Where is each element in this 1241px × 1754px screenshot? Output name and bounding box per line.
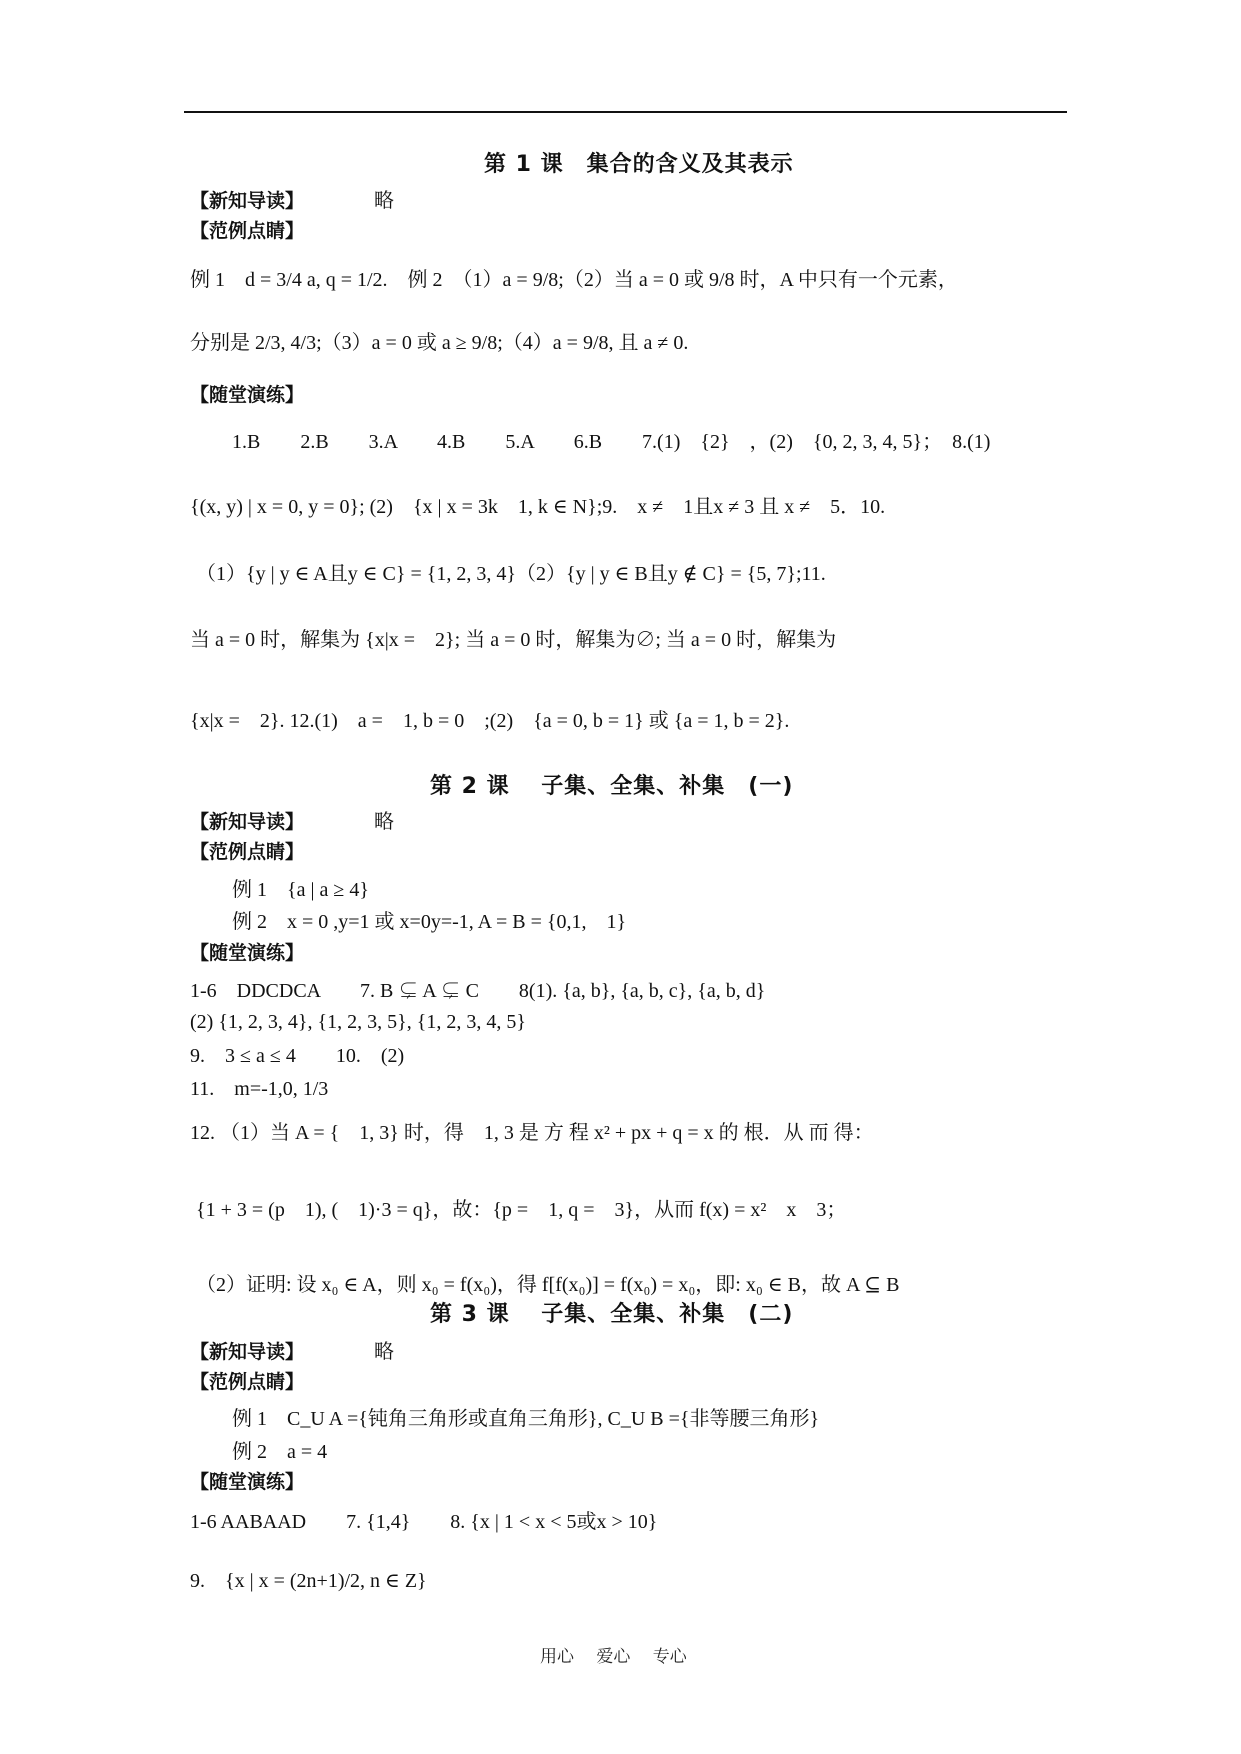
lesson-2-example-line-2: 例 2 x = 0 ,y=1 或 x=0y=-1, A = B = {0,1, 1}: [232, 911, 627, 933]
lesson-2-practice-line-4: 11. m=-1,0, 1/3: [190, 1078, 329, 1100]
lesson-1-examples-label: 【范例点睛】: [190, 220, 305, 242]
lesson-3-example-line-1: 例 1 C_U A ={钝角三角形或直角三角形}, C_U B ={非等腰三角形}: [232, 1408, 820, 1430]
page-footer: 用心 爱心 专心: [540, 1647, 687, 1667]
lesson-1-practice-label: 【随堂演练】: [190, 384, 305, 406]
lesson-3-practice-line-1: 1-6 AABAAD 7. {1,4} 8. {x | 1 < x < 5或x > 10}: [190, 1511, 658, 1533]
lesson-2-practice-label: 【随堂演练】: [190, 942, 305, 964]
lesson-1-new-label: 【新知导读】 略: [190, 188, 395, 212]
lesson-1-practice-line-3: （1）{y | y ∈ A且y ∈ C} = {1, 2, 3, 4}（2）{y | y ∈ B且y ∉ C} = {5, 7};11.: [196, 563, 826, 585]
lesson-2-practice-line-2: (2) {1, 2, 3, 4}, {1, 2, 3, 5}, {1, 2, 3, 4, 5}: [190, 1011, 526, 1033]
lesson-2-practice-line-1: 1-6 DDCDCA 7. B ⊊ A ⊊ C 8(1). {a, b}, {a, b, c}, {a, b, d}: [190, 980, 766, 1002]
lesson-1-practice-line-5: {x|x = 2}. 12.(1) a = 1, b = 0 ;(2) {a = 0, b = 1} 或 {a = 1, b = 2}.: [190, 710, 790, 732]
lesson-2-example-line-1: 例 1 {a | a ≥ 4}: [232, 879, 369, 901]
lesson-1-title: 第 1 课 集合的含义及其表示: [484, 152, 794, 177]
lesson-2-practice-line-5: 12. （1）当 A = { 1, 3} 时，得 1, 3 是 方 程 x² + px + q = x 的 根．从 而 得：: [190, 1122, 874, 1144]
lesson-1-example-line-1: 例 1 d = 3/4 a, q = 1/2. 例 2 （1）a = 9/8;（2）当 a = 0 或 9/8 时，A 中只有一个元素，: [190, 269, 958, 291]
lesson-1-practice-line-2: {(x, y) | x = 0, y = 0}; (2) {x | x = 3k 1, k ∈ N};9. x ≠ 1且x ≠ 3 且 x ≠ 5．10.: [190, 496, 886, 518]
lesson-3-practice-label: 【随堂演练】: [190, 1471, 305, 1493]
lesson-2-new-label: 【新知导读】 略: [190, 809, 395, 833]
lesson-3-examples-label: 【范例点睛】: [190, 1371, 305, 1393]
lesson-1-example-line-2: 分别是 2/3, 4/3;（3）a = 0 或 a ≥ 9/8;（4）a = 9/8, 且 a ≠ 0.: [190, 332, 689, 354]
lesson-2-practice-line-6: {1 + 3 = (p 1), ( 1)·3 = q}，故：{p = 1, q = 3}，从而 f(x) = x² x 3；: [196, 1199, 847, 1221]
lesson-1-practice-line-4: 当 a = 0 时，解集为 {x|x = 2}; 当 a = 0 时，解集为∅; 当 a = 0 时，解集为: [190, 629, 837, 651]
lesson-1-practice-line-1: 1.B 2.B 3.A 4.B 5.A 6.B 7.(1) {2} ，(2) {0, 2, 3, 4, 5}； 8.(1): [232, 431, 991, 453]
lesson-2-practice-line-3: 9. 3 ≤ a ≤ 4 10. (2): [190, 1045, 405, 1067]
lesson-2-title: 第 2 课 子集、全集、补集 (一): [430, 774, 794, 799]
lesson-2-practice-line-7: （2）证明: 设 x₀ ∈ A，则 x₀ = f(x₀)，得 f[f(x₀)] = f(x₀) = x₀，即: x₀ ∈ B，故 A ⊆ B: [196, 1274, 900, 1296]
lesson-2-examples-label: 【范例点睛】: [190, 841, 305, 863]
lesson-3-example-line-2: 例 2 a = 4: [232, 1441, 328, 1463]
lesson-3-title: 第 3 课 子集、全集、补集 (二): [430, 1302, 794, 1327]
header-rule: [184, 111, 1067, 113]
lesson-3-new-label: 【新知导读】 略: [190, 1339, 395, 1363]
lesson-3-practice-line-2: 9. {x | x = (2n+1)/2, n ∈ Z}: [190, 1570, 427, 1592]
